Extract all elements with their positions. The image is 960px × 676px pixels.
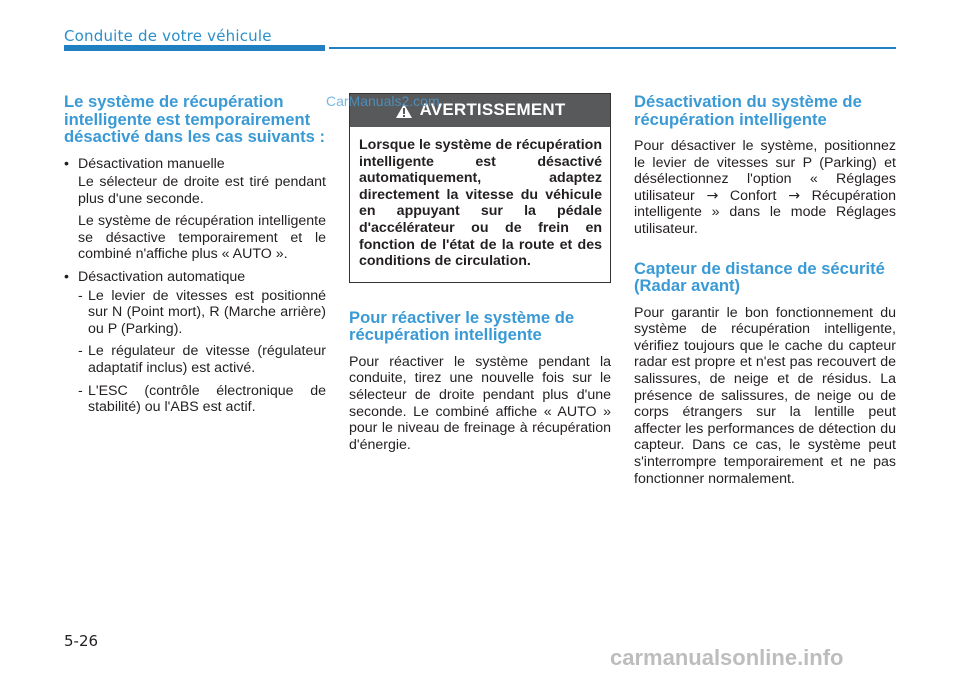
- radar-text: Pour garantir le bon fonctionnement du système de récupération intelligente, vérifiez toujours que le cache du capteur radar est propre et n'est pas recouvert de salissures, de neige et de résidus. La présence de salissures, de neige ou de corps étrangers sur la lentille peut affecter les performances de détection du capteur. Dans ce cas, le système peut s'interrompre temporairement et ne pas fonctionner normalement.: [634, 304, 896, 487]
- bullet-label: Désactivation manuelle: [78, 155, 225, 172]
- dash-text: L'ESC (contrôle électronique de stabilité) ou l'ABS est actif.: [88, 382, 326, 416]
- manual-para-1: Le sélecteur de droite est tiré pendant plus d'une seconde.: [78, 174, 326, 207]
- arrow-right-icon: →: [788, 187, 800, 204]
- deactivation-text-part: Pour désactiver le système, positionnez le levier de vitesses sur P (Parking) et désélectionnez l'option « Réglages utilisateur: [634, 138, 896, 204]
- middle-column: [349, 93, 611, 453]
- bullet-mark: •: [64, 269, 69, 286]
- dash-item: [64, 343, 326, 376]
- section-heading-deactivation: Désactivation du système de récupération intelligente: [634, 92, 862, 129]
- bullet-mark: •: [64, 155, 69, 172]
- dash-text: Le levier de vitesses est positionné sur N (Point mort), R (Marche arrière) ou P (Parking).: [88, 287, 326, 337]
- dash-mark: -: [78, 382, 83, 399]
- watermark-top: CarManuals2.com: [326, 93, 440, 109]
- dash-mark: -: [78, 343, 83, 360]
- arrow-right-icon: →: [706, 187, 719, 204]
- bullet-item-manual: [64, 156, 326, 173]
- warning-title: AVERTISSEMENT: [419, 100, 566, 120]
- dash-text: Le régulateur de vitesse (régulateur adaptatif inclus) est activé.: [88, 343, 326, 377]
- warning-box: [349, 93, 611, 283]
- deactivation-text-part: Récupération intelligente » dans le mode Réglages utilisateur.: [634, 187, 897, 237]
- chapter-title: Conduite de votre véhicule: [64, 27, 272, 45]
- bullet-label: Désactivation automatique: [78, 269, 246, 286]
- dash-item: [64, 288, 326, 338]
- deactivation-text: [634, 138, 896, 238]
- section-heading-radar: Capteur de distance de sécurité (Radar avant): [634, 258, 885, 296]
- manual-para-2: Le système de récupération intelligente se désactive temporairement et le combiné n'affiche plus « AUTO ».: [78, 213, 326, 263]
- page-number: 5-26: [64, 632, 99, 650]
- header-rule-thin: [329, 47, 896, 49]
- bullet-item-automatic: [64, 269, 326, 286]
- warning-text: Lorsque le système de récupération intelligente est désactivé automatiquement, adaptez directement la vitesse du véhicule en appuyant sur la pédale d'accélérateur ou de frein en fonction de l'état de la route et des conditions de circulation.: [359, 137, 602, 270]
- dash-item: [64, 383, 326, 416]
- left-column: [64, 93, 326, 422]
- watermark-bottom: carmanualsonline.info: [610, 645, 844, 670]
- header-rule-thick: [64, 45, 325, 51]
- dash-mark: -: [78, 287, 83, 304]
- deactivation-text-part: Confort: [729, 187, 777, 204]
- right-column: [634, 93, 896, 487]
- section-heading-temporary-deactivation: Le système de récupération intelligente est temporairement désactivé dans les cas suivants :: [64, 92, 326, 146]
- reactivate-text: Pour réactiver le système pendant la conduite, tirez une nouvelle fois sur le sélecteur de droite pendant plus d'une seconde. Le combiné affiche « AUTO » pour le niveau de freinage à récupération d'énergie.: [349, 353, 611, 453]
- section-heading-reactivate: Pour réactiver le système de récupération intelligente: [349, 307, 575, 345]
